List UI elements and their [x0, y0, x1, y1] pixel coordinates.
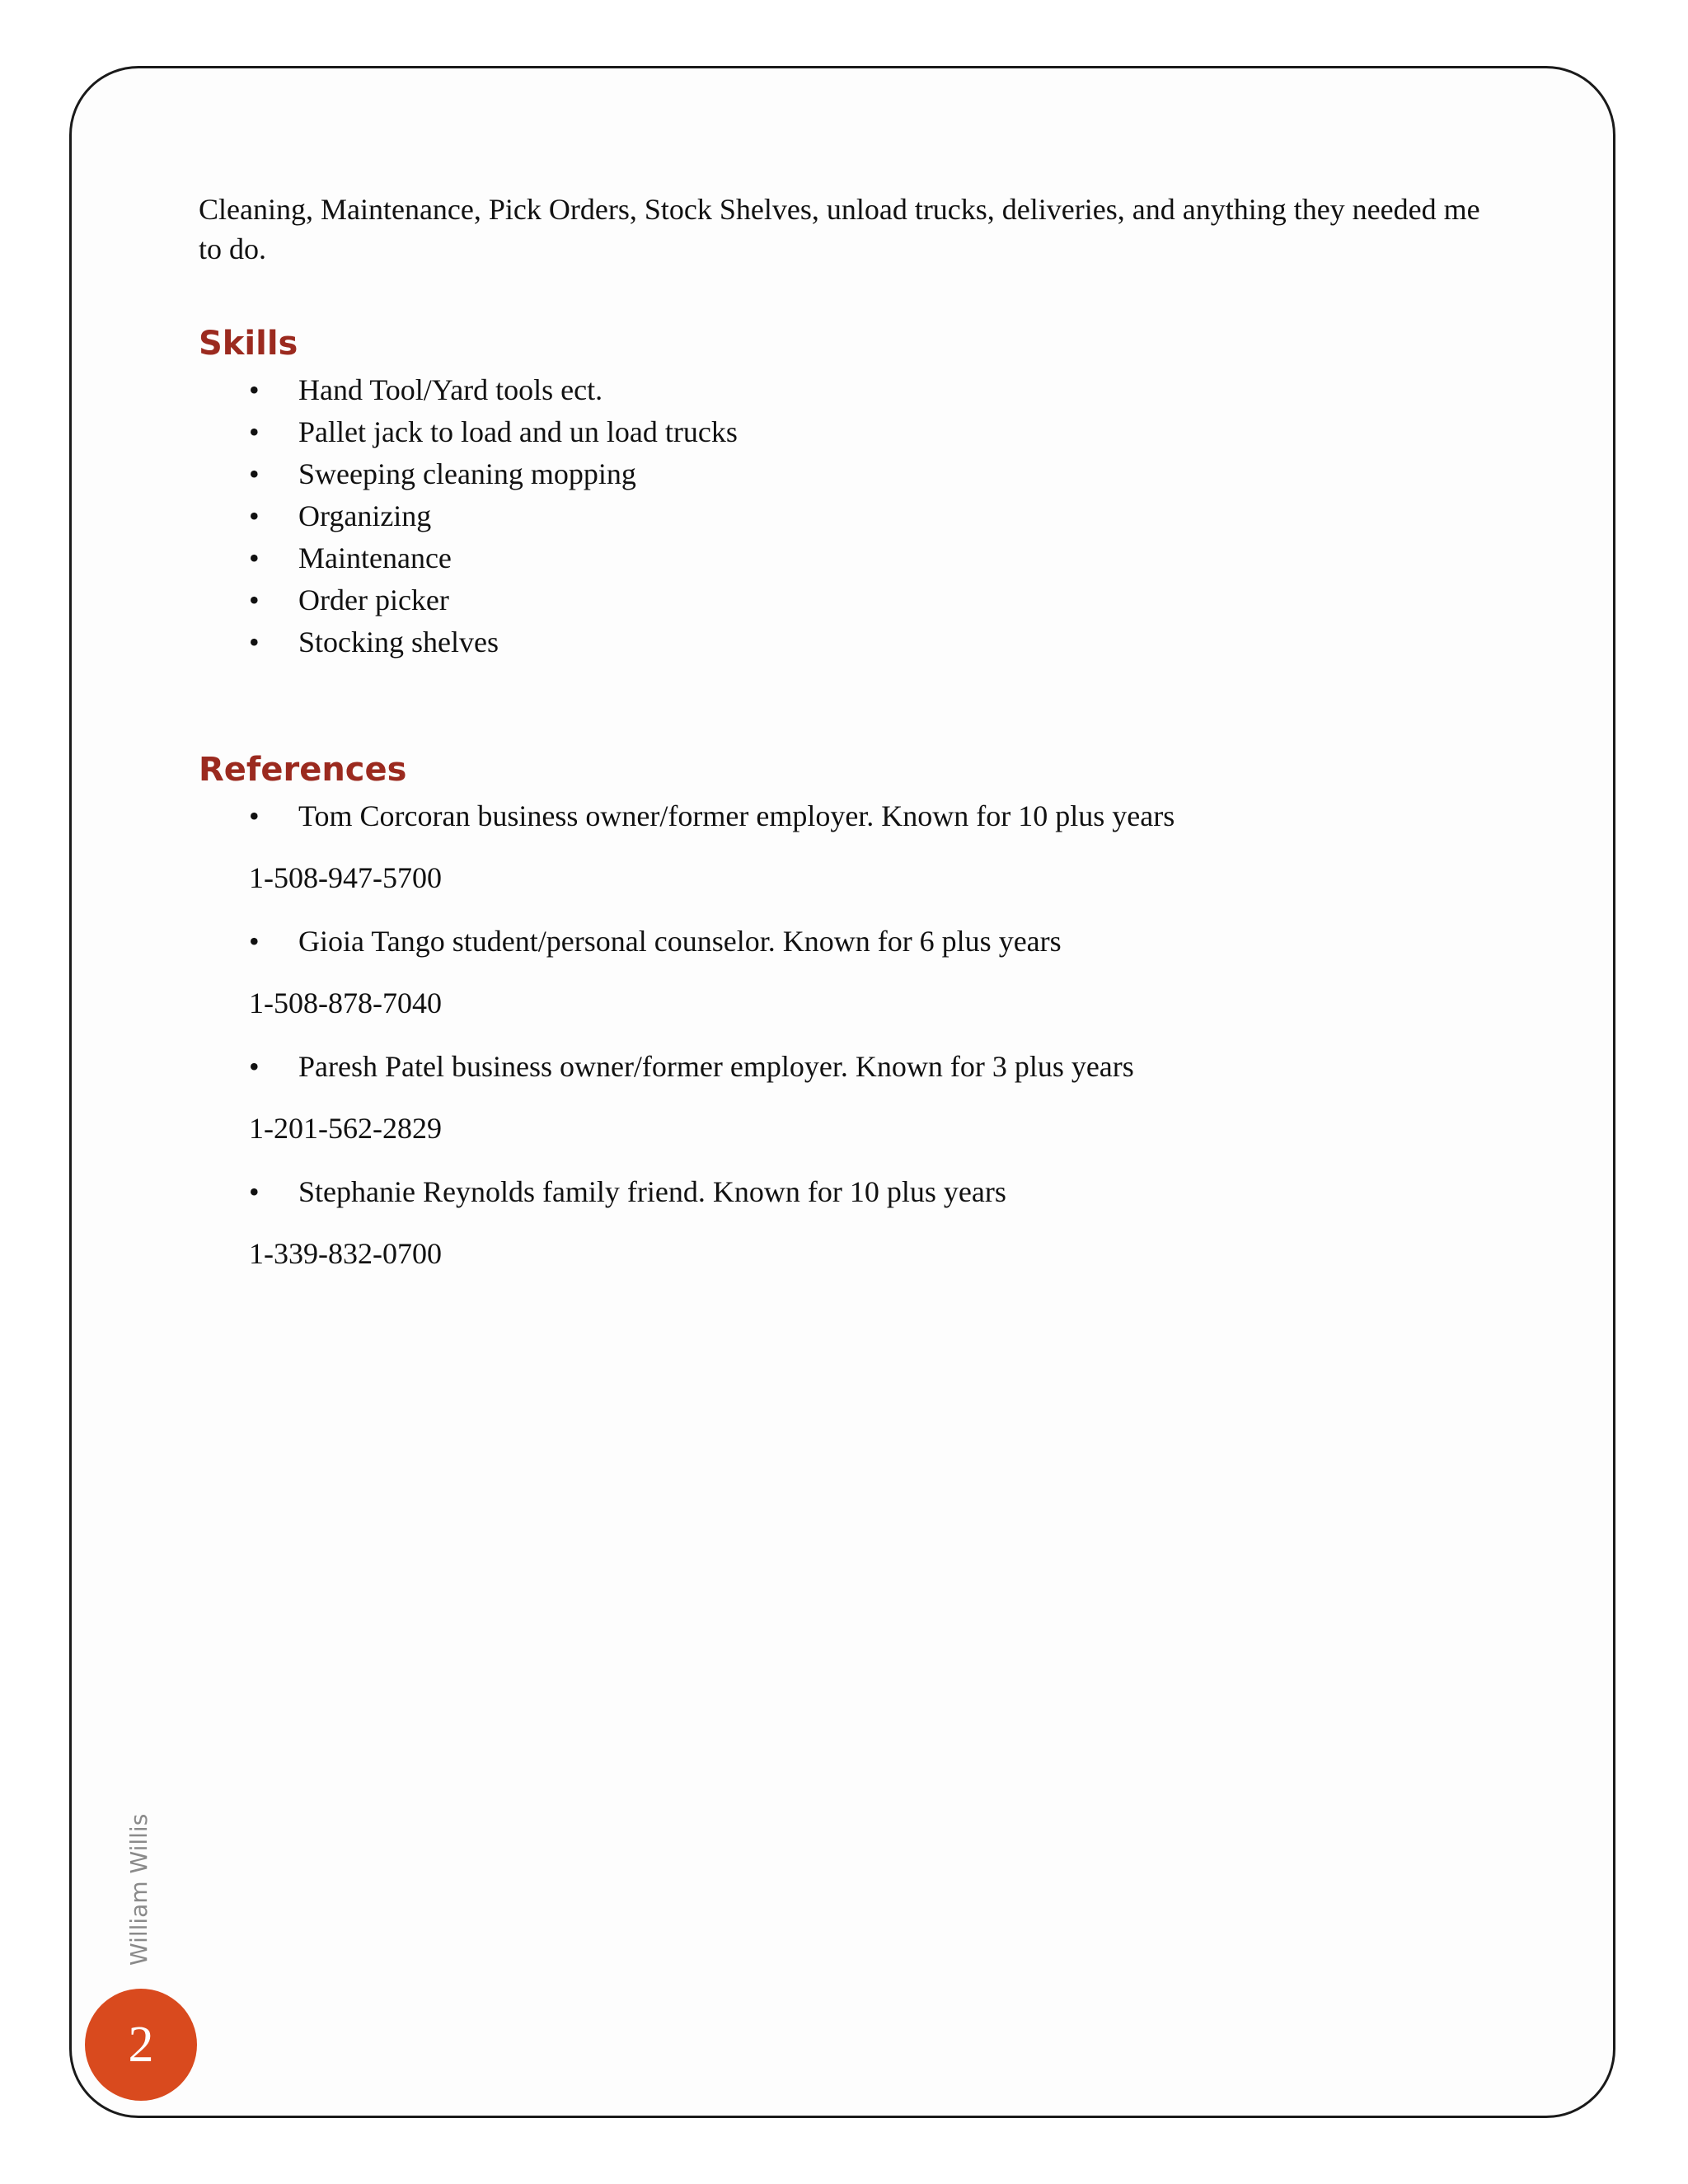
bullet-icon: • [249, 499, 260, 532]
reference-item [199, 795, 1484, 837]
skill-text: Order picker [298, 583, 449, 616]
bullet-icon: • [249, 373, 260, 406]
skills-list [199, 369, 1484, 663]
reference-text: Paresh Patel business owner/former employer. Known for 3 plus years [298, 1050, 1134, 1083]
list-item [199, 621, 1484, 663]
document-body [199, 190, 1484, 1296]
skill-text: Stocking shelves [298, 626, 499, 658]
bullet-icon: • [249, 1175, 260, 1208]
skill-text: Sweeping cleaning mopping [298, 457, 636, 490]
list-item [199, 537, 1484, 579]
page-number-badge: 2 [85, 1989, 197, 2101]
list-item [199, 411, 1484, 453]
bullet-icon: • [249, 415, 260, 448]
intro-paragraph: Cleaning, Maintenance, Pick Orders, Stock Shelves, unload trucks, deliveries, and anything they needed me to do. [199, 193, 1480, 265]
skill-text: Hand Tool/Yard tools ect. [298, 373, 603, 406]
references-heading: References [199, 751, 407, 789]
bullet-icon: • [249, 583, 260, 616]
bullet-icon: • [249, 925, 260, 958]
reference-phone: 1-508-947-5700 [249, 861, 442, 894]
reference-text: Stephanie Reynolds family friend. Known for 10 plus years [298, 1175, 1006, 1208]
reference-phone: 1-508-878-7040 [249, 987, 442, 1019]
reference-phone: 1-339-832-0700 [249, 1237, 442, 1270]
list-item [199, 369, 1484, 411]
reference-text: Gioia Tango student/personal counselor. Known for 6 plus years [298, 925, 1062, 958]
bullet-icon: • [249, 1050, 260, 1083]
list-item [199, 495, 1484, 537]
list-item [199, 579, 1484, 621]
author-name-vertical: William Willis [125, 1813, 152, 1966]
reference-phone: 1-201-562-2829 [249, 1112, 442, 1145]
bullet-icon: • [249, 799, 260, 832]
skill-text: Maintenance [298, 541, 452, 574]
bullet-icon: • [249, 457, 260, 490]
skills-heading: Skills [199, 325, 298, 363]
reference-text: Tom Corcoran business owner/former employer. Known for 10 plus years [298, 799, 1175, 832]
reference-item [199, 1046, 1484, 1088]
reference-item [199, 921, 1484, 963]
bullet-icon: • [249, 541, 260, 574]
bullet-icon: • [249, 626, 260, 658]
list-item [199, 453, 1484, 495]
reference-item [199, 1171, 1484, 1213]
skill-text: Organizing [298, 499, 432, 532]
skill-text: Pallet jack to load and un load trucks [298, 415, 738, 448]
